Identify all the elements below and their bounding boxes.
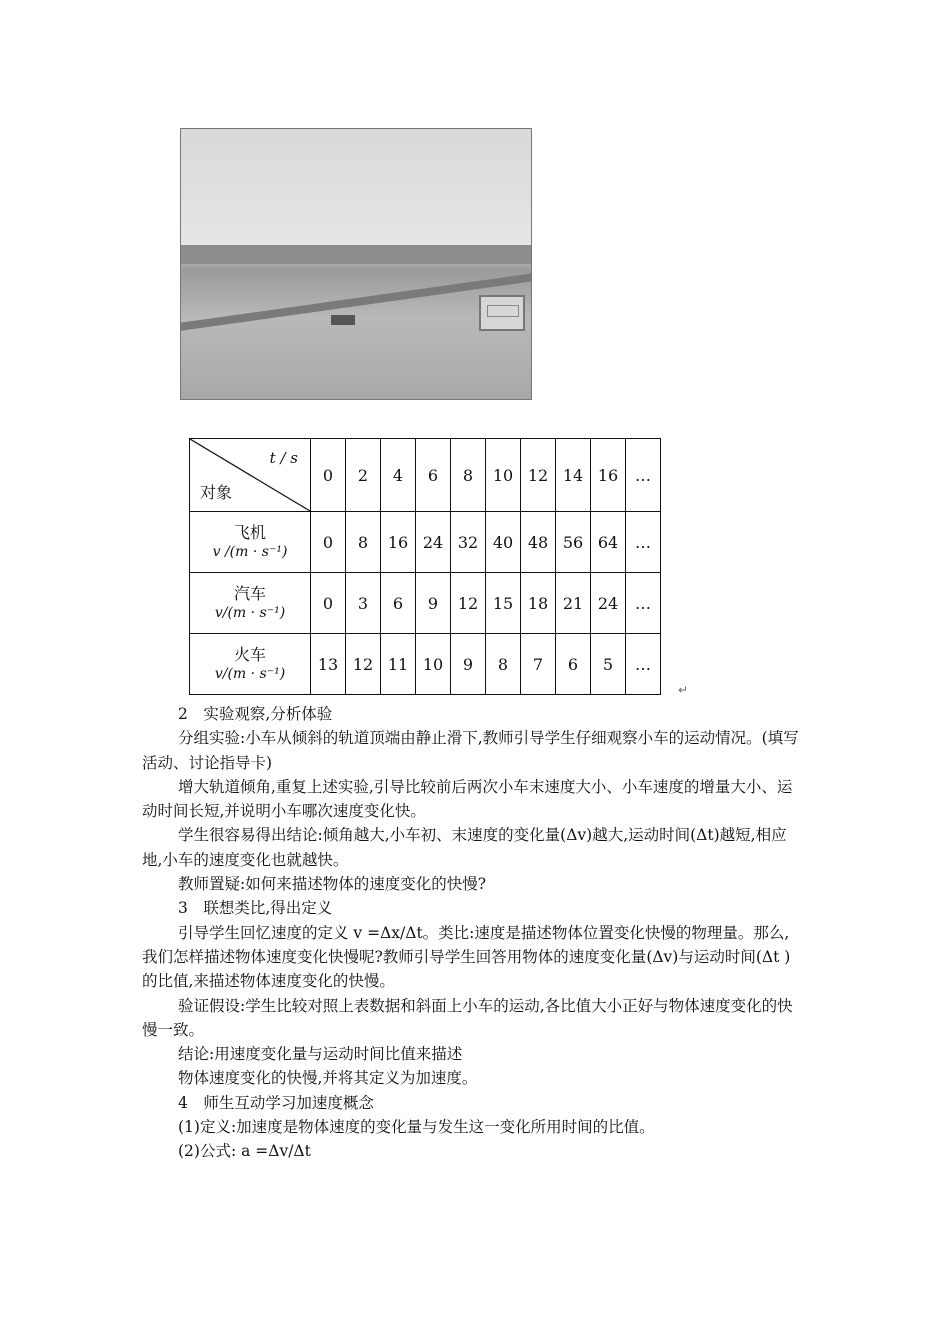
paragraph: 学生很容易得出结论:倾角越大,小车初、末速度的变化量(Δv)越大,运动时间(Δt)越短,相应地,小车的速度变化也就越快。	[142, 826, 787, 869]
value-cell: 21	[556, 573, 591, 634]
row-unit: v/(m · s⁻¹)	[214, 666, 286, 683]
value-cell: 3	[346, 573, 381, 634]
value-cell: 11	[381, 634, 416, 695]
value-cell: …	[626, 512, 661, 573]
value-cell: 32	[451, 512, 486, 573]
time-cell: 8	[451, 439, 486, 512]
table-header-row	[190, 439, 661, 512]
time-cell: …	[626, 439, 661, 512]
row-unit: v/(m · s⁻¹)	[214, 605, 286, 622]
value-cell: 48	[521, 512, 556, 573]
value-cell: 13	[311, 634, 346, 695]
value-cell: 24	[416, 512, 451, 573]
section-heading: 4 师生互动学习加速度概念	[178, 1093, 374, 1112]
value-cell: 7	[521, 634, 556, 695]
time-cell: 14	[556, 439, 591, 512]
value-cell: 0	[311, 573, 346, 634]
row-unit: v /(m · s⁻¹)	[212, 544, 288, 561]
value-cell: 56	[556, 512, 591, 573]
section-heading: 2 实验观察,分析体验	[178, 705, 333, 723]
row-name: 汽车	[233, 583, 266, 603]
value-cell: 0	[311, 512, 346, 573]
value-cell: 5	[591, 634, 626, 695]
value-cell: 6	[381, 573, 416, 634]
photo-treeline	[181, 245, 531, 264]
paragraph: 增大轨道倾角,重复上述实验,引导比较前后两次小车末速度大小、小车速度的增量大小、运动时间长短,并说明小车哪次速度变化快。	[142, 777, 793, 821]
value-cell: 9	[416, 573, 451, 634]
formula: (2)公式: a =Δv/Δt	[178, 1142, 311, 1161]
paragraph: 教师置疑:如何来描述物体的速度变化的快慢?	[178, 875, 487, 894]
time-cell: 2	[346, 439, 381, 512]
row-name: 飞机	[233, 522, 266, 542]
value-cell: 6	[556, 634, 591, 695]
value-cell: 24	[591, 573, 626, 634]
paragraph: (1)定义:加速度是物体速度的变化量与发生这一变化所用时间的比值。	[178, 1118, 655, 1137]
value-cell: 16	[381, 512, 416, 573]
table-row-car	[190, 573, 661, 634]
value-cell: 15	[486, 573, 521, 634]
field-photo	[180, 128, 532, 400]
value-cell: 8	[346, 512, 381, 573]
value-cell: 40	[486, 512, 521, 573]
section-heading: 3 联想类比,得出定义	[178, 899, 333, 918]
paragraph: 引导学生回忆速度的定义 v =Δx/Δt。类比:速度是描述物体位置变化快慢的物理量。那么,我们怎样描述物体速度变化快慢呢?教师引导学生回答用物体的速度变化量(Δv)与运动时间(Δt )的比值,来描述物体速度变化的快慢。	[142, 923, 791, 991]
value-cell: 9	[451, 634, 486, 695]
photo-building	[479, 295, 525, 331]
paragraph-return-mark: ↵	[678, 683, 689, 697]
value-cell: 18	[521, 573, 556, 634]
photo-sky	[181, 129, 531, 251]
row-header-car	[190, 573, 311, 634]
value-cell: 8	[486, 634, 521, 695]
row-name: 火车	[233, 644, 266, 664]
time-cell: 0	[311, 439, 346, 512]
time-cell: 16	[591, 439, 626, 512]
value-cell: 10	[416, 634, 451, 695]
time-cell: 6	[416, 439, 451, 512]
time-cell: 4	[381, 439, 416, 512]
time-cell: 12	[521, 439, 556, 512]
body-text	[142, 702, 802, 1164]
paragraph: 物体速度变化的快慢,并将其定义为加速度。	[178, 1069, 478, 1088]
row-header-plane	[190, 512, 311, 573]
table-row-train	[190, 634, 661, 695]
value-cell: …	[626, 634, 661, 695]
paragraph: 结论:用速度变化量与运动时间比值来描述	[178, 1045, 463, 1064]
speed-table	[189, 438, 661, 695]
value-cell: 64	[591, 512, 626, 573]
corner-time-label: t / s	[269, 449, 298, 467]
row-header-train	[190, 634, 311, 695]
corner-cell	[190, 439, 311, 512]
value-cell: …	[626, 573, 661, 634]
paragraph: 分组实验:小车从倾斜的轨道顶端由静止滑下,教师引导学生仔细观察小车的运动情况。(填写活动、讨论指导卡)	[142, 729, 799, 772]
value-cell: 12	[451, 573, 486, 634]
table-row-plane	[190, 512, 661, 573]
time-cell: 10	[486, 439, 521, 512]
photo-vehicle	[331, 315, 355, 325]
paragraph: 验证假设:学生比较对照上表数据和斜面上小车的运动,各比值大小正好与物体速度变化的快慢一致。	[142, 996, 793, 1039]
corner-object-label: 对象	[200, 483, 233, 502]
value-cell: 12	[346, 634, 381, 695]
